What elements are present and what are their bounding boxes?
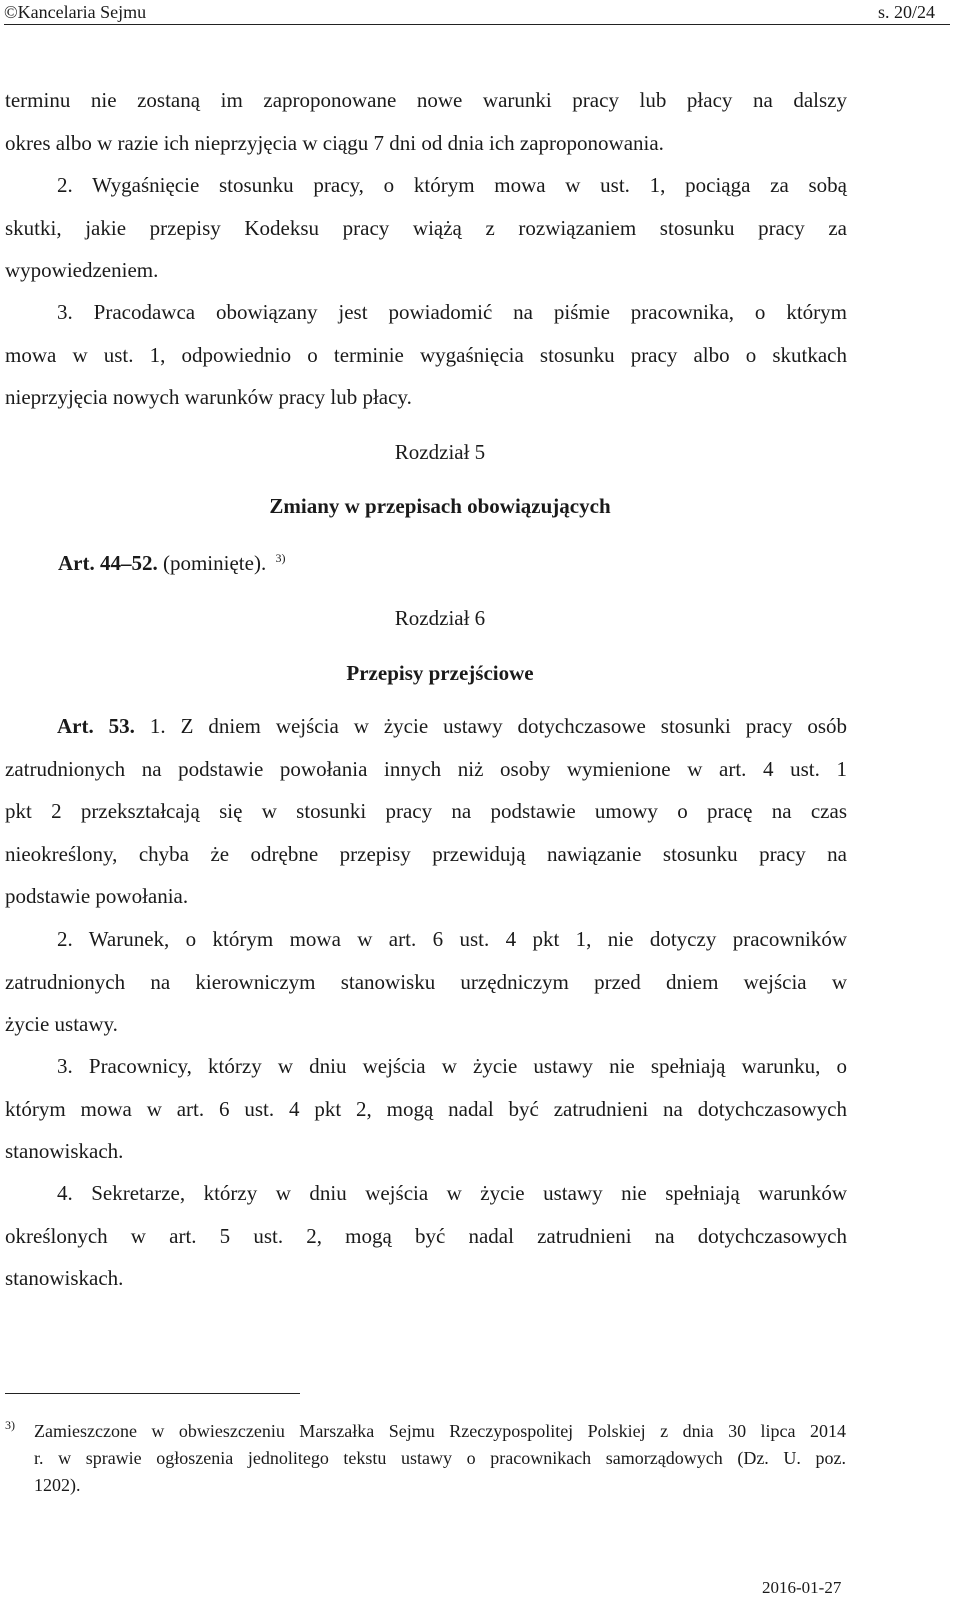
text-line: którym mowa w art. 6 ust. 4 pkt 2, mogą nadal być zatrudnieni na dotychczasowych: [5, 1096, 847, 1121]
text-line: nieokreślony, chyba że odrębne przepisy przewidują nawiązanie stosunku pracy na: [5, 841, 847, 866]
article-44-52: [58, 551, 285, 576]
footnote-text: [34, 1418, 846, 1499]
page-number: s. 20/24: [878, 2, 936, 22]
text-line: terminu nie zostaną im zaproponowane nowe warunki pracy lub płacy na dalszy: [5, 88, 847, 112]
footnote-reference: 3): [275, 551, 286, 565]
text-line: podstawie powołania.: [5, 884, 189, 908]
text-line: zatrudnionych na podstawie powołania innych niż osoby wymienione w art. 4 ust. 1: [5, 756, 847, 781]
text-line: wypowiedzeniem.: [5, 258, 159, 282]
paragraph-ust-3: [5, 291, 847, 419]
text-line: 3. Pracodawca obowiązany jest powiadomić na piśmie pracownika, o którym: [57, 300, 847, 324]
text-line: zatrudnionych na kierowniczym stanowisku urzędniczym przed dniem wejścia w: [5, 969, 847, 994]
footnote-mark: 3): [5, 1418, 15, 1432]
article-53-paragraph-4: [5, 1172, 847, 1300]
paragraph-continuation: [5, 79, 847, 164]
chapter-number: Rozdział 5: [394, 440, 486, 464]
text-line: [5, 705, 847, 748]
text-line: życie ustawy.: [5, 1012, 118, 1036]
article-text: (pominięte).: [162, 551, 267, 575]
article-label: Art. 53.: [57, 714, 135, 738]
footnote-line: 1202).: [34, 1475, 81, 1495]
article-53-paragraph-2: [5, 918, 847, 1046]
text-segment: 1. Z dniem wejścia w życie ustawy dotychczasowe stosunki pracy osób: [149, 714, 847, 738]
document-date: 2016-01-27: [762, 1578, 842, 1597]
text-line: skutki, jakie przepisy Kodeksu pracy wiążą z rozwiązaniem stosunku pracy za: [5, 215, 847, 240]
header-divider: [4, 24, 950, 25]
footnote-divider: [5, 1393, 300, 1394]
article-53-paragraph-1: [5, 705, 847, 918]
paragraph-ust-2: [5, 164, 847, 292]
text-line: 2. Wygaśnięcie stosunku pracy, o którym mowa w ust. 1, pociąga za sobą: [57, 173, 847, 197]
text-line: określonych w art. 5 ust. 2, mogą być nadal zatrudnieni na dotychczasowych: [5, 1223, 847, 1248]
text-line: 4. Sekretarze, którzy w dniu wejścia w życie ustawy nie spełniają warunków: [57, 1181, 847, 1205]
text-line: nieprzyjęcia nowych warunków pracy lub płacy.: [5, 385, 412, 409]
article-label: Art. 44–52.: [58, 551, 158, 575]
chapter-number: Rozdział 6: [394, 606, 486, 630]
chapter-title: Przepisy przejściowe: [346, 661, 534, 685]
header-source: ©Kancelaria Sejmu: [4, 2, 147, 22]
text-line: 2. Warunek, o którym mowa w art. 6 ust. 4 pkt 1, nie dotyczy pracowników: [57, 927, 847, 951]
chapter-title: Zmiany w przepisach obowiązujących: [269, 494, 611, 518]
text-line: mowa w ust. 1, odpowiednio o terminie wygaśnięcia stosunku pracy albo o skutkach: [5, 342, 847, 367]
text-line: okres albo w razie ich nieprzyjęcia w ciągu 7 dni od dnia ich zaproponowania.: [5, 130, 664, 155]
text-line: stanowiskach.: [5, 1266, 124, 1290]
footnote-line: r. w sprawie ogłoszenia jednolitego tekstu ustawy o pracownikach samorządowych (Dz. U. poz.: [34, 1448, 846, 1468]
text-line: pkt 2 przekształcają się w stosunki pracy na podstawie umowy o pracę na czas: [5, 799, 847, 823]
footnote-line: Zamieszczone w obwieszczeniu Marszałka Sejmu Rzeczypospolitej Polskiej z dnia 30 lipca 2014: [34, 1421, 846, 1441]
text-line: 3. Pracownicy, którzy w dniu wejścia w życie ustawy nie spełniają warunku, o: [57, 1054, 847, 1078]
text-line: stanowiskach.: [5, 1139, 124, 1163]
article-53-paragraph-3: [5, 1045, 847, 1173]
